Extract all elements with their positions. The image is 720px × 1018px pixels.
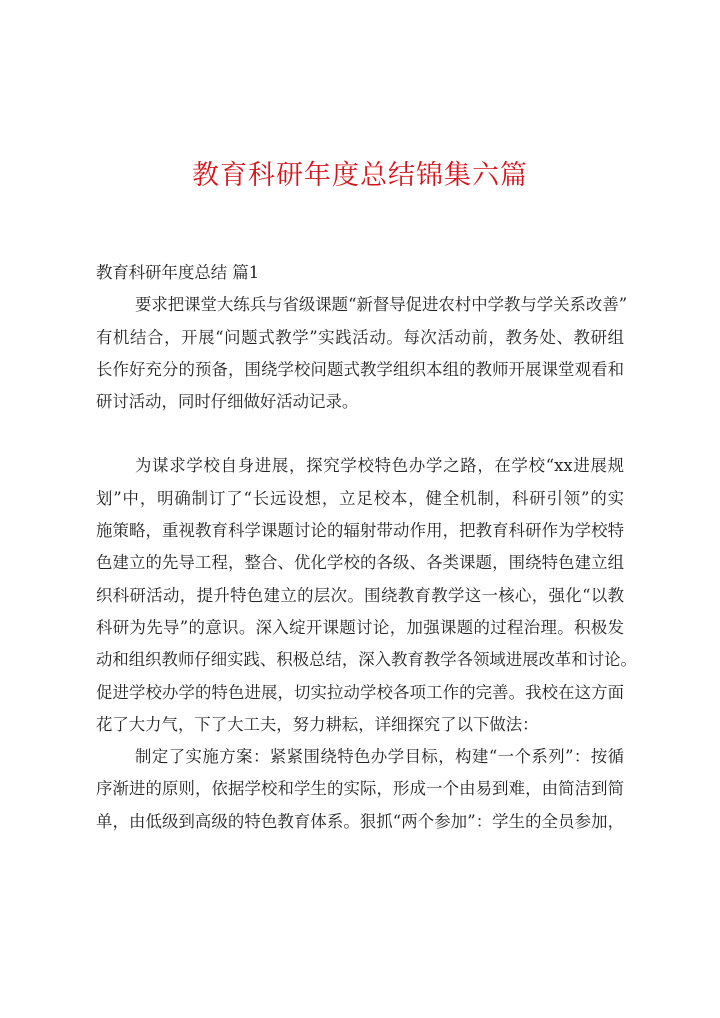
text-line: 有机结合，开展“问题式教学”实践活动。每次活动前，教务处、教研组: [96, 327, 624, 347]
text-line: 研讨活动，同时仔细做好活动记录。: [96, 392, 359, 412]
text-line: 科研为先导”的意识。深入绽开课题讨论，加强课题的过程治理。积极发: [96, 617, 624, 637]
text-line: 为谋求学校自身进展，探究学校特色办学之路，在学校“xx进展规: [135, 456, 624, 476]
text-line: 制定了实施方案：紧紧围绕特色办学目标，构建“一个系列”：按循: [135, 747, 624, 767]
text-line: 划”中，明确制订了“长远设想，立足校本，健全机制，科研引领”的实: [96, 488, 624, 508]
text-line: 要求把课堂大练兵与省级课题“新督导促进农村中学教与学关系改善”: [135, 295, 628, 315]
text-line: 序渐进的原则，依据学校和学生的实际，形成一个由易到难，由简洁到简: [96, 779, 624, 799]
document-body: [96, 257, 637, 838]
text-line: 单，由低级到高级的特色教育体系。狠抓“两个参加”：学生的全员参加，: [96, 811, 624, 831]
section-heading: 教育科研年度总结 篇1: [96, 263, 260, 282]
paragraph-2: [96, 450, 637, 741]
text-line: 促进学校办学的特色进展，切实拉动学校各项工作的完善。我校在这方面: [96, 682, 624, 702]
document-title: 教育科研年度总结锦集六篇: [192, 160, 528, 191]
text-line: 色建立的先导工程，整合、优化学校的各级、各类课题，围绕特色建立组: [96, 553, 624, 573]
text-line: 花了大力气，下了大工夫，努力耕耘，详细探究了以下做法：: [96, 714, 539, 734]
text-line: 施策略，重视教育科学课题讨论的辐射带动作用，把教育科研作为学校特: [96, 521, 624, 541]
text-line: 织科研活动，提升特色建立的层次。围绕教育教学这一核心，强化“以教: [96, 585, 624, 605]
text-line: 动和组织教师仔细实践、积极总结，深入教育教学各领域进展改革和讨论。: [96, 650, 637, 670]
paragraph-1: [96, 289, 628, 418]
paragraph-3: [96, 741, 624, 838]
text-line: 长作好充分的预备，围绕学校问题式教学组织本组的教师开展课堂观看和: [96, 359, 624, 379]
